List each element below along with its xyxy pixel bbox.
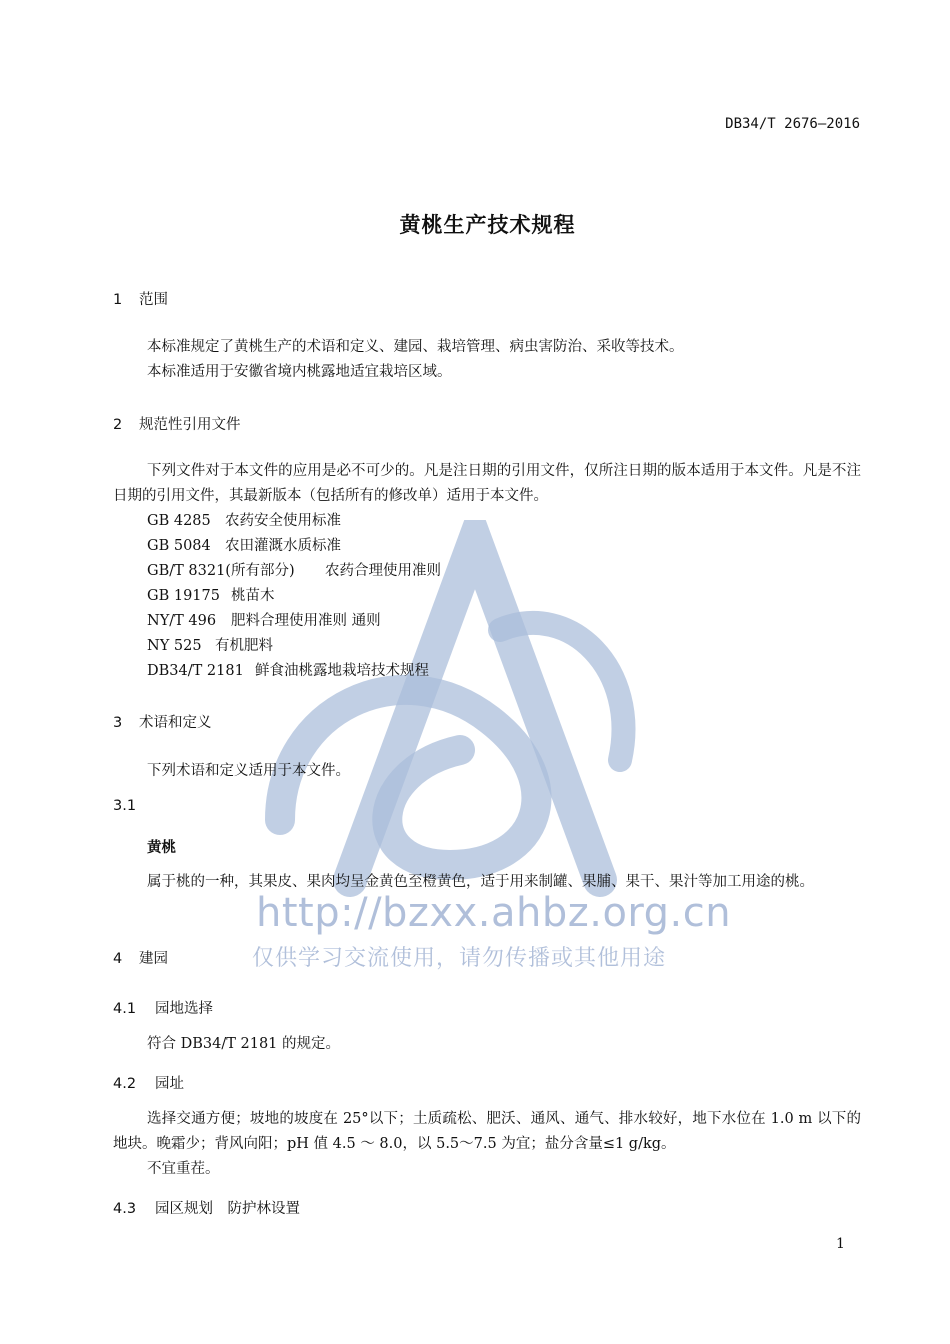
section-3-heading [113, 711, 212, 732]
document-title: 黄桃生产技术规程 [399, 213, 576, 237]
section-4-2-text: 选择交通方便；坡地的坡度在 25°以下；土质疏松、肥沃、通风、通气、排水较好，地下水位在 1.0 m 以下的地块。晚霜少；背风向阳；pH 值 4.5 ～ 8.0，以 5.5～7.5 为宜；盐分含量≤1 g/kg。 [113, 1111, 861, 1152]
section-title: 范围 [139, 292, 168, 308]
reference-code: GB 5084 [147, 538, 211, 554]
section-2-heading [113, 413, 241, 434]
reference-item [147, 659, 429, 684]
reference-name: 鲜食油桃露地栽培技术规程 [255, 663, 429, 679]
term-name: 黄桃 [147, 840, 176, 856]
section-number: 4 [113, 951, 123, 967]
section-title: 园址 [155, 1076, 184, 1092]
section-number: 4.2 [113, 1076, 137, 1092]
watermark-note: 仅供学习交流使用，请勿传播或其他用途 [252, 946, 667, 971]
reference-name: 农药合理使用准则 [325, 563, 441, 579]
reference-item [147, 534, 341, 559]
section-1-heading [113, 288, 168, 309]
section-number: 4.3 [113, 1201, 137, 1217]
section-2-intro: 下列文件对于本文件的应用是必不可少的。凡是注日期的引用文件，仅所注日期的版本适用于本文件。凡是不注日期的引用文件，其最新版本（包括所有的修改单）适用于本文件。 [113, 463, 861, 504]
reference-code: NY 525 [147, 638, 202, 654]
reference-name: 桃苗木 [231, 588, 275, 604]
section-title: 术语和定义 [139, 715, 212, 731]
reference-item [147, 584, 275, 609]
section-title: 建园 [139, 951, 168, 967]
page-number: 1 [836, 1236, 845, 1252]
section-title: 园区规划 防护林设置 [155, 1201, 300, 1217]
reference-name: 农药安全使用标准 [225, 513, 341, 529]
reference-name: 有机肥料 [215, 638, 273, 654]
section-number: 4.1 [113, 1001, 137, 1017]
reference-name: 农田灌溉水质标准 [225, 538, 341, 554]
section-4-2-heading [113, 1072, 184, 1093]
reference-code: GB/T 8321(所有部分) [147, 563, 295, 579]
reference-item [147, 634, 273, 659]
reference-item [147, 559, 441, 584]
reference-code: DB34/T 2181 [147, 663, 244, 679]
reference-name: 肥料合理使用准则 通则 [231, 613, 381, 629]
reference-code: NY/T 496 [147, 613, 217, 629]
watermark-url: http://bzxx.ahbz.org.cn [256, 890, 732, 936]
section-title: 规范性引用文件 [139, 417, 241, 433]
reference-item [147, 609, 381, 634]
term-definition: 属于桃的一种，其果皮、果肉均呈金黄色至橙黄色，适于用来制罐、果脯、果干、果汁等加工用途的桃。 [147, 874, 814, 890]
reference-code: GB 4285 [147, 513, 211, 529]
section-4-3-heading [113, 1197, 300, 1218]
section-number: 3 [113, 715, 123, 731]
section-4-1-heading [113, 997, 213, 1018]
section-1-paragraph-2: 本标准适用于安徽省境内桃露地适宜栽培区域。 [147, 364, 452, 380]
section-1-paragraph-1: 本标准规定了黄桃生产的术语和定义、建园、栽培管理、病虫害防治、采收等技术。 [147, 339, 684, 355]
subsection-number: 3.1 [113, 798, 137, 814]
reference-code: GB 19175 [147, 588, 220, 604]
section-number: 2 [113, 417, 123, 433]
section-4-2-text-2: 不宜重茬。 [147, 1161, 220, 1177]
section-3-intro: 下列术语和定义适用于本文件。 [147, 763, 350, 779]
section-number: 1 [113, 292, 123, 308]
section-4-heading [113, 947, 168, 968]
standard-number: DB34/T 2676—2016 [725, 116, 860, 132]
reference-item [147, 509, 341, 534]
section-4-1-text: 符合 DB34/T 2181 的规定。 [147, 1036, 341, 1052]
section-title: 园地选择 [155, 1001, 213, 1017]
